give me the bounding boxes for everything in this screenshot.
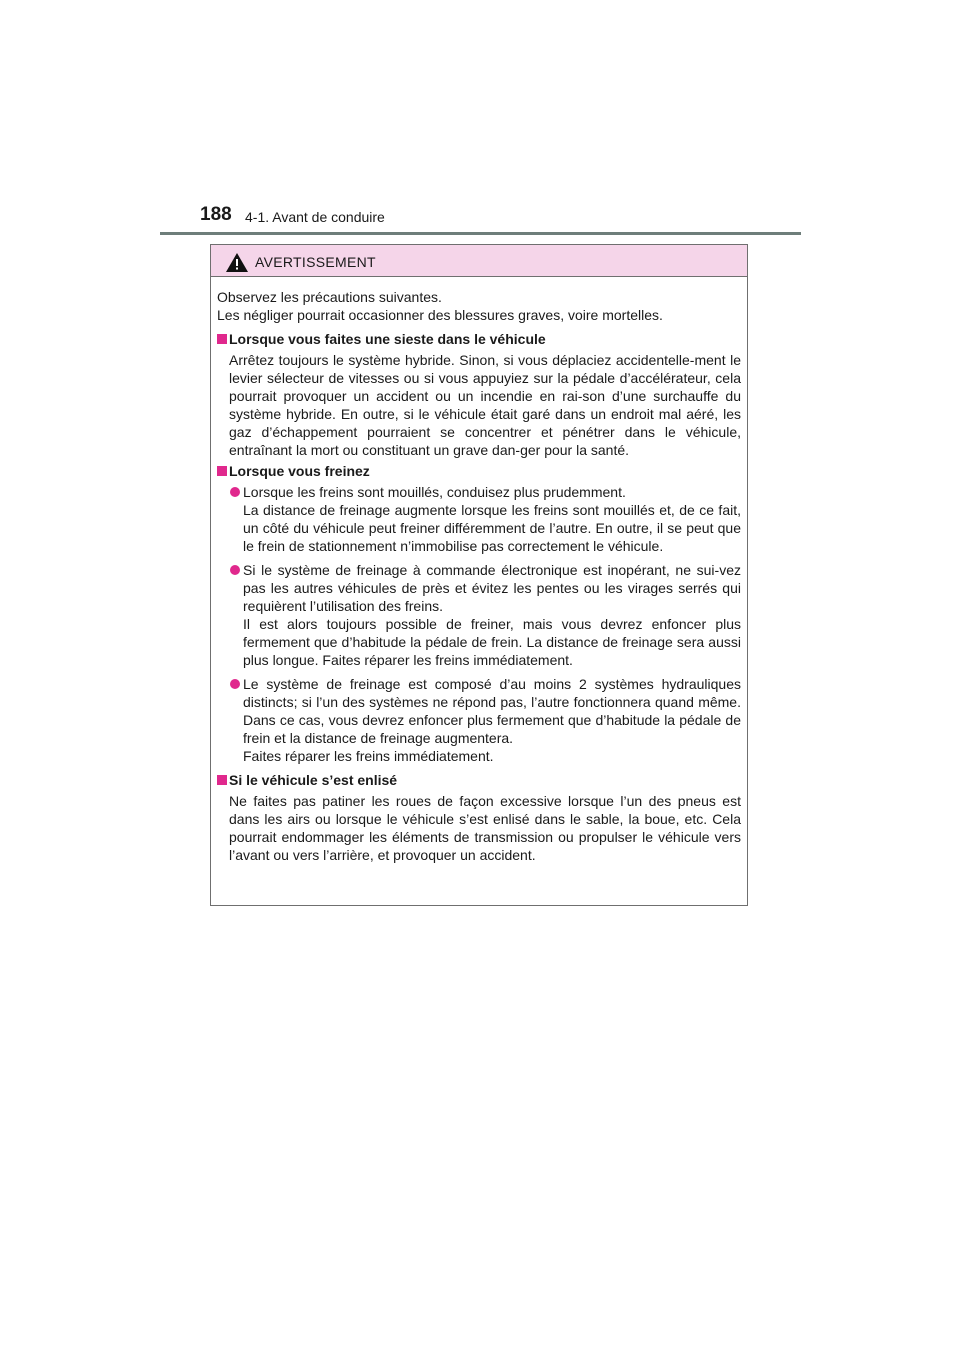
round-bullet-icon [230, 679, 240, 689]
square-bullet-icon [217, 775, 227, 785]
round-bullet-icon [230, 565, 240, 575]
section-title: 4-1. Avant de conduire [245, 209, 385, 225]
intro-line: Les négliger pourrait occasionner des blessures graves, voire mortelles. [217, 307, 663, 323]
header-rule [160, 232, 801, 235]
square-bullet-icon [217, 466, 227, 476]
paragraph: Arrêtez toujours le système hybride. Sinon, si vous déplaciez accidentelle-ment le levier sélecteur de vitesses ou si vous appuyiez sur la pédale d’accélérateur, cela pourrait provoquer un accident ou un incendie en rai-son d’une surchauffe du système hybride. En outre, si le véhicule était garé dans un endroit mal aéré, les gaz d’échappement pourraient se concentrer et pénétrer dans le véhicule, entraînant la mort ou constituant un grave dan-ger pour la santé. [229, 352, 741, 458]
page-number: 188 [200, 204, 232, 225]
warning-box [210, 244, 748, 906]
square-bullet-icon [217, 334, 227, 344]
list-item [217, 561, 741, 669]
warning-triangle-icon [226, 253, 248, 272]
subsection-heading [217, 771, 741, 789]
subsection-heading-text: Lorsque vous freinez [229, 463, 370, 479]
round-bullet-icon [230, 487, 240, 497]
subsection-heading-text: Lorsque vous faites une sieste dans le véhicule [229, 331, 546, 347]
list-item-text: La distance de freinage augmente lorsque les freins sont mouillés et, de ce fait, un côté du véhicule peut freiner différemment de l’autre. En outre, il se peut que le frein de stationnement n’immobilise pas correctement le véhicule. [243, 502, 741, 554]
paragraph: Ne faites pas patiner les roues de façon excessive lorsque l’un des pneus est dans les airs ou lorsque le véhicule s’est enlisé dans le sable, la boue, etc. Cela pourrait endommager les éléments de transmission ou propulser le véhicule vers l’avant ou vers l’arrière, et provoquer un accident. [229, 793, 741, 863]
list-item-text: Il est alors toujours possible de freiner, mais vous devrez enfoncer plus fermement que d’habitude la pédale de frein. La distance de freinage sera aussi plus longue. Faites réparer les freins immédiatement. [243, 616, 741, 668]
list-item [217, 675, 741, 765]
warning-body [211, 277, 747, 864]
warning-intro [217, 288, 741, 324]
list-item-text: Si le système de freinage à commande électronique est inopérant, ne sui-vez pas les autres véhicules de près et évitez les pentes ou les virages serrés qui requièrent l’utilisation des freins. [243, 562, 741, 614]
subsection-heading-text: Si le véhicule s’est enlisé [229, 772, 398, 788]
list-item-text: Le système de freinage est composé d’au moins 2 systèmes hydrauliques distincts; si l’un des systèmes ne répond pas, l’autre fonctionnera quand même. Dans ce cas, vous devrez enfoncer plus fermement que d’habitude la pédale de frein et la distance de freinage augmentera. [243, 676, 741, 746]
warning-title: AVERTISSEMENT [255, 254, 376, 270]
intro-line: Observez les précautions suivantes. [217, 289, 442, 305]
warning-header [211, 245, 747, 277]
list-item-text: Faites réparer les freins immédiatement. [243, 748, 494, 764]
subsection-heading [217, 462, 741, 480]
list-item [217, 483, 741, 555]
subsection-heading [217, 330, 741, 348]
list-item-text: Lorsque les freins sont mouillés, conduisez plus prudemment. [243, 484, 626, 500]
